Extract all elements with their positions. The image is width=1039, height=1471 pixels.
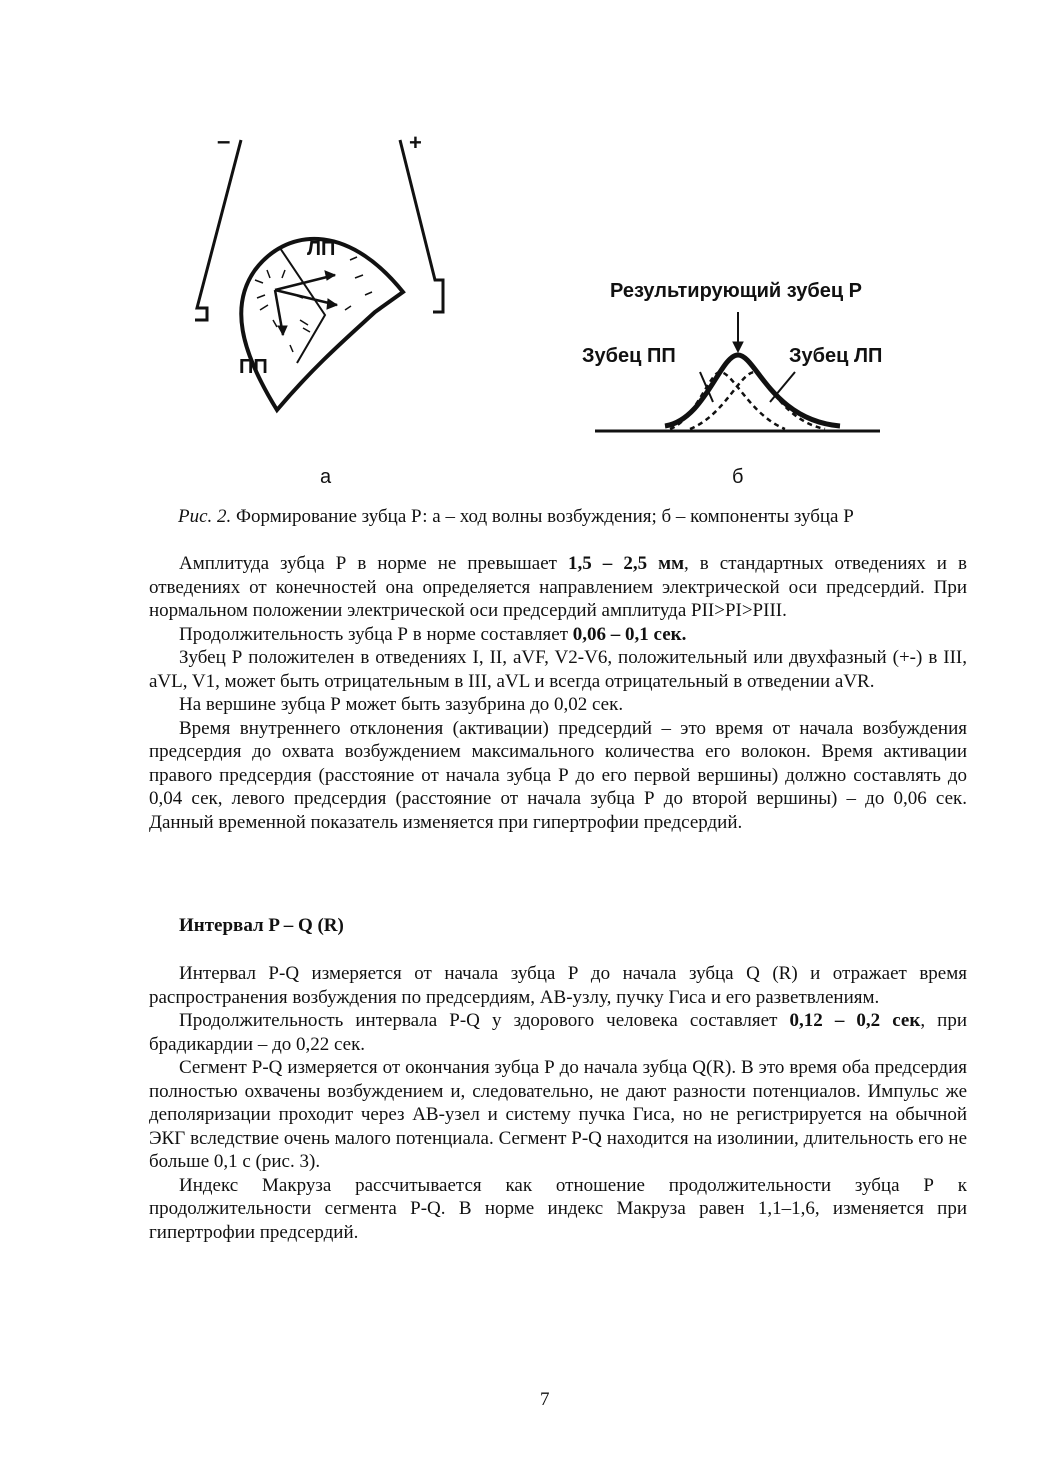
amplitude-text: Амплитуда зубца Р в норме не превышает <box>179 553 569 574</box>
pq-duration-text-cont: , при брадикардии – до 0,22 сек. <box>149 1010 967 1055</box>
page-number: 7 <box>540 1389 550 1410</box>
pq-segment-paragraph: Сегмент P-Q измеряется от окончания зубца Р до начала зубца Q(R). В это время оба предсердия полностью охвачены возбуждением и, следовательно, не дают разности потенциалов. Импульс же деполяризации проходит через АВ-узел и систему пучка Гиса, но не регистрируется на обычной ЭКГ вследствие очень малого потенциала. Сегмент P-Q находится на изолинии, длительность его не больше 0,1 с (рис. 3). <box>149 1057 967 1172</box>
amplitude-value: 1,5 – 2,5 мм <box>568 553 685 574</box>
macruz-index-paragraph: Индекс Макруза рассчитывается как отношение продолжительности зубца Р к продолжительности сегмента P-Q. В норме индекс Макруза равен 1,1–1,6, изменяется при гипертрофии предсердий. <box>149 1174 967 1243</box>
caption-prefix: Рис. 2. <box>178 506 232 527</box>
right-atrium-label: ПП <box>239 356 268 378</box>
resulting-wave-label: Результирующий зубец P <box>610 280 863 302</box>
duration-text: Продолжительность зубца Р в норме составляет <box>179 623 573 645</box>
activation-time-paragraph: Время внутреннего отклонения (активации) предсердий – это время от начала возбуждения предсердия до охвата возбуждением максимального количества его волокон. Время активации правого предсердия (расстояние от начала зубца Р до его первой вершины) должно составлять до 0,04 сек, левого предсердия (расстояние от начала зубца Р до второй вершины) – до 0,06 сек. Данный временной показатель изменяется при гипертрофии предсердий. <box>149 717 967 833</box>
minus-sign-label: – <box>217 128 231 155</box>
panel-b-letter: б <box>732 466 744 488</box>
pq-definition-paragraph: Интервал P-Q измеряется от начала зубца Р до начала зубца Q (R) и отражает время распространения возбуждения по предсердиям, АВ-узлу, пучку Гиса и его разветвлениям. <box>149 963 967 1008</box>
figure-drawing <box>185 120 905 500</box>
polarity-paragraph: Зубец Р положителен в отведениях I, II, aVF, V2-V6, положительный или двухфазный (+-) в III, aVL, V1, может быть отрицательным в III, aVL и всегда отрицательный в отведении aVR. <box>149 647 967 692</box>
plus-sign-label: + <box>409 130 422 155</box>
notch-paragraph: На вершине зубца Р может быть зазубрина до 0,02 сек. <box>179 694 624 715</box>
caption-text: Формирование зубца Р: а – ход волны возбуждения; б – компоненты зубца Р <box>231 506 854 527</box>
pq-duration-value: 0,12 – 0,2 сек <box>789 1010 921 1031</box>
pq-duration-paragraph <box>149 1009 967 1056</box>
section-heading: Интервал P – Q (R) <box>179 915 344 936</box>
pp-wave-label: Зубец ПП <box>582 345 676 367</box>
amplitude-paragraph <box>149 552 967 623</box>
amplitude-text-cont: , в стандартных отведениях и в отведениях от конечностей она определяется направлением электрической оси предсердий. При нормальном положении электрической оси предсердий амплитуда PII>PI>PIII. <box>149 553 967 621</box>
p-wave-section <box>149 552 967 834</box>
panel-a-electrodes <box>195 140 443 320</box>
atria-shape <box>241 239 403 410</box>
panel-a-letter: а <box>320 466 332 488</box>
left-atrium-label: ЛП <box>307 238 336 260</box>
figure-caption <box>178 506 958 528</box>
pq-interval-section <box>149 962 967 1244</box>
lp-wave-label: Зубец ЛП <box>789 345 883 367</box>
duration-value: 0,06 – 0,1 сек. <box>572 623 687 645</box>
duration-paragraph <box>149 623 967 647</box>
pq-duration-text: Продолжительность интервала P-Q у здорового человека составляет <box>179 1010 790 1031</box>
panel-b-waves <box>595 312 883 431</box>
figure-2 <box>185 120 905 500</box>
